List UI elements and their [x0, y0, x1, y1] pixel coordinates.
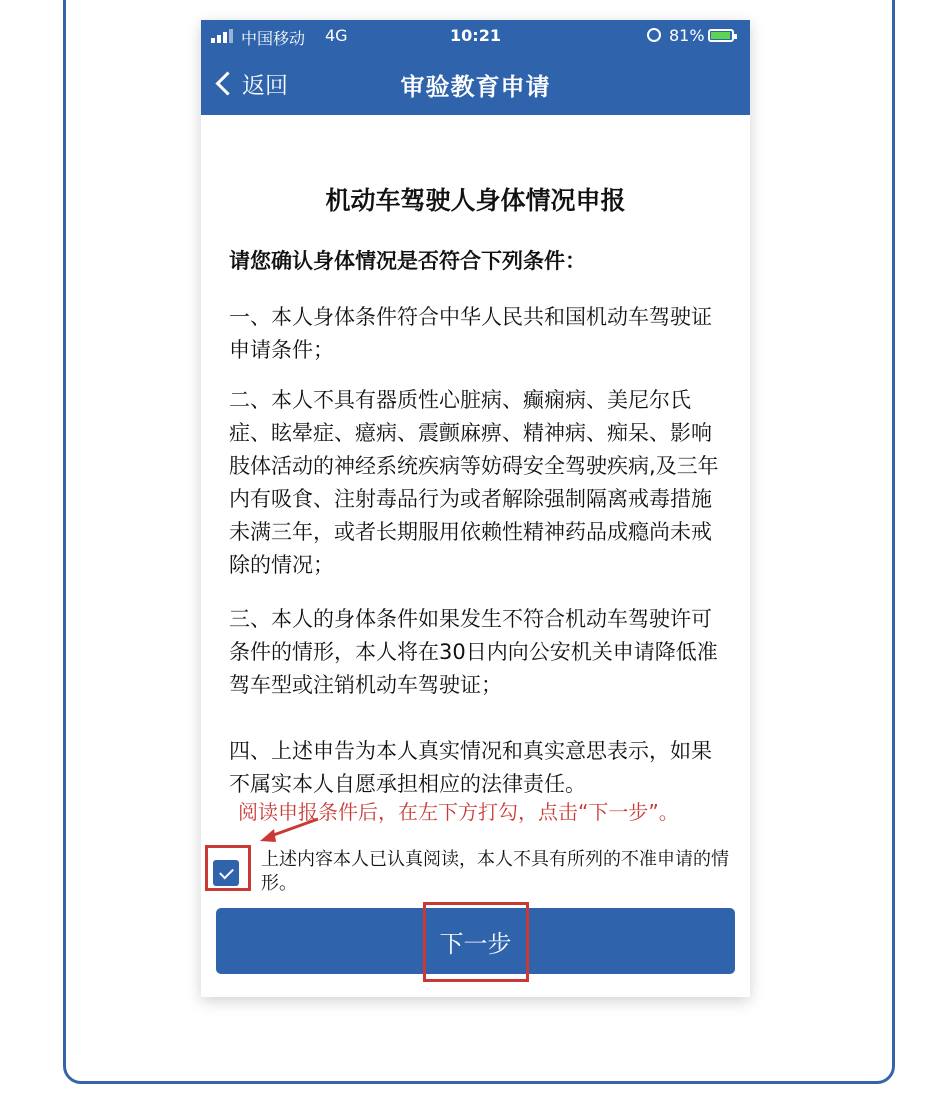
battery-percent: 81%	[669, 26, 705, 45]
carrier-name: 中国移动	[241, 29, 306, 48]
next-step-button[interactable]: 下一步	[216, 908, 735, 974]
back-label: 返回	[242, 72, 288, 99]
next-button-highlight	[423, 902, 529, 982]
status-time: 10:21	[450, 26, 501, 45]
consent-text: 上述内容本人已认真阅读，本人不具有所列的不准申请的情形。	[261, 849, 729, 894]
clause-2: 二、本人不具有器质性心脏病、癫痫病、美尼尔氏症、眩晕症、癔病、震颤麻痹、精神病、痴呆、影响肢体活动的神经系统疾病等妨碍安全驾驶疾病,及三年内有吸食、注射毒品行为或者解除强制隔离戒毒措施未满三年，或者长期服用依赖性精神药品成瘾尚未戒除的情况；	[229, 388, 719, 577]
clause-3: 三、本人的身体条件如果发生不符合机动车驾驶许可条件的情形，本人将在30日内向公安机关申请降低准驾车型或注销机动车驾驶证；	[229, 607, 718, 697]
clause-1: 一、本人身体条件符合中华人民共和国机动车驾驶证申请条件；	[229, 305, 712, 362]
consent-checkbox[interactable]	[213, 860, 239, 886]
network-type: 4G	[325, 26, 348, 45]
instruction-annotation: 阅读申报条件后，在左下方打勾，点击“下一步”。	[238, 800, 679, 824]
clause-4: 四、上述申告为本人真实情况和真实意思表示，如果不属实本人自愿承担相应的法律责任。	[229, 739, 712, 796]
check-icon	[219, 864, 234, 879]
page-title: 审验教育申请	[400, 73, 551, 101]
phone-controls	[201, 20, 750, 997]
document-title: 机动车驾驶人身体情况申报	[325, 186, 626, 215]
document-intro: 请您确认身体情况是否符合下列条件：	[229, 249, 586, 273]
